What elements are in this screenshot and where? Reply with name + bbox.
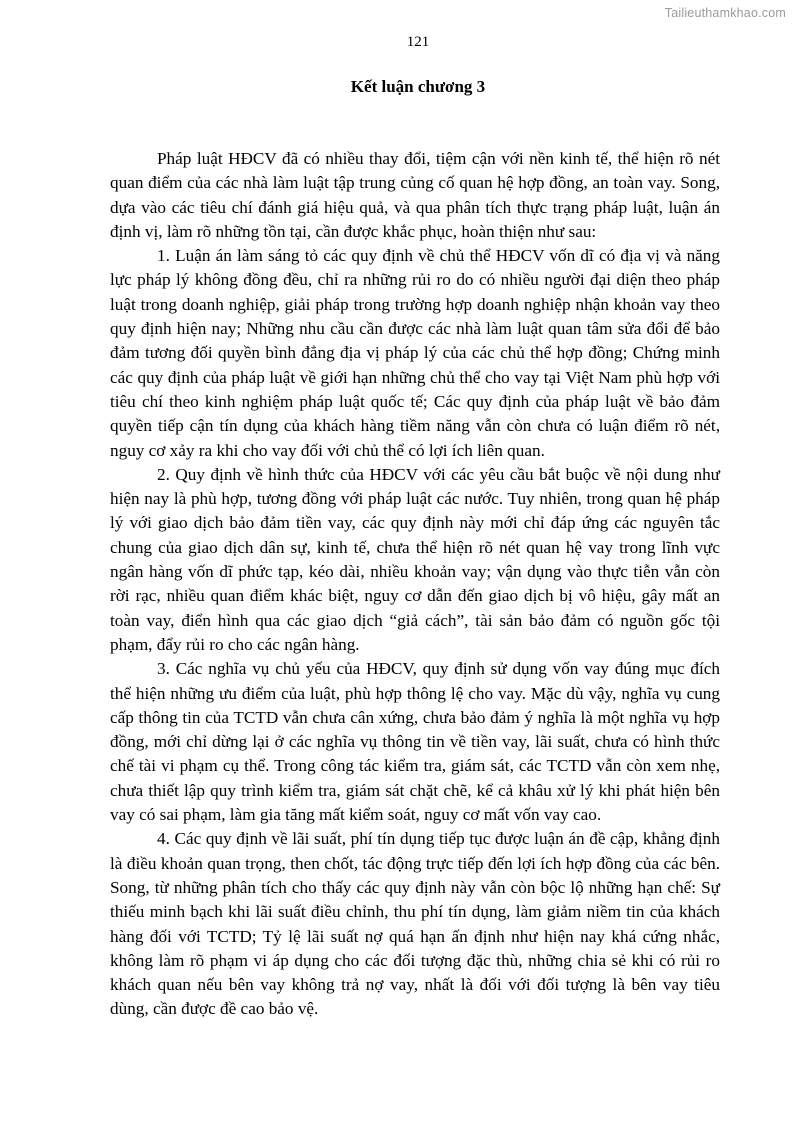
body-text xyxy=(110,147,720,1022)
paragraph-point-2: 2. Quy định về hình thức của HĐCV với các yêu cầu bắt buộc về nội dung như hiện nay là phù hợp, tương đồng với pháp luật các nước. Tuy nhiên, trong quan hệ pháp lý với giao dịch bảo đảm tiền vay, các quy định này mới chỉ đáp ứng các nguyên tắc chung của giao dịch dân sự, kinh tế, chưa thể hiện rõ nét quan hệ vay trong lĩnh vực ngân hàng vốn dĩ phức tạp, kéo dài, nhiều khoản vay; vận dụng vào thực tiễn vẫn còn rời rạc, nhiều quan điểm khác biệt, nguy cơ dẫn đến giao dịch bị vô hiệu, gây mất an toàn vay, điển hình qua các giao dịch “giả cách”, tài sản bảo đảm có nguồn gốc tội phạm, đẩy rủi ro cho các ngân hàng. xyxy=(110,464,720,654)
paragraph-point-4: 4. Các quy định về lãi suất, phí tín dụng tiếp tục được luận án đề cập, khẳng định là điều khoản quan trọng, then chốt, tác động trực tiếp đến lợi ích hợp đồng của các bên. Song, từ những phân tích cho thấy các quy định này vẫn còn bộc lộ những hạn chế: Sự thiếu minh bạch khi lãi suất điều chỉnh, thu phí tín dụng, làm giảm niềm tin của khách hàng đối với TCTD; Tỷ lệ lãi suất nợ quá hạn ấn định như hiện nay khá cứng nhắc, không làm rõ phạm vi áp dụng cho các đối tượng đặc thù, những chia sẻ khi có rủi ro khách quan nếu bên vay không trả nợ vay, nhất là đối với đối tượng là bên vay tiêu dùng, cần được đề cao bảo vệ. xyxy=(110,829,720,1019)
paragraph-point-1: 1. Luận án làm sáng tỏ các quy định về chủ thể HĐCV vốn dĩ có địa vị và năng lực pháp lý không đồng đều, chỉ ra những rủi ro do có nhiều người đại diện theo pháp luật trong doanh nghiệp, giải pháp trong trường hợp doanh nghiệp nhận khoản vay theo quy định hiện nay; Những nhu cầu cần được các nhà làm luật quan tâm sửa đổi để bảo đảm tương đối quyền bình đẳng địa vị pháp lý của các chủ thể hợp đồng; Chứng minh các quy định của pháp luật về giới hạn những chủ thể cho vay tại Việt Nam phù hợp với tiêu chí theo kinh nghiệm pháp luật quốc tế; Các quy định của pháp luật về bảo đảm quyền tiếp cận tín dụng của khách hàng tiềm năng vẫn còn chưa có luận điểm rõ nét, nguy cơ xảy ra khi cho vay đối với chủ thể có lợi ích liên quan. xyxy=(110,246,720,460)
chapter-title: Kết luận chương 3 xyxy=(350,77,486,96)
paragraph-point-3: 3. Các nghĩa vụ chủ yếu của HĐCV, quy định sử dụng vốn vay đúng mục đích thể hiện những ưu điểm của luật, phù hợp thông lệ cho vay. Mặc dù vậy, nghĩa vụ cung cấp thông tin của TCTD vẫn chưa cân xứng, chưa bảo đảm ý nghĩa là một nghĩa vụ hợp đồng, mới chỉ dừng lại ở các nghĩa vụ thông tin về tiền vay, lãi suất, chưa có hình thức chế tài vi phạm cụ thể. Trong công tác kiểm tra, giám sát, các TCTD vẫn còn xem nhẹ, chưa thiết lập quy trình kiểm tra, giám sát chặt chẽ, kể cả khâu xử lý khi phát hiện bên vay có sai phạm, làm gia tăng mất kiểm soát, nguy cơ mất vốn vay cao. xyxy=(110,659,720,825)
page-number: 121 xyxy=(406,34,430,50)
paragraph-intro: Pháp luật HĐCV đã có nhiều thay đổi, tiệm cận với nền kinh tế, thể hiện rõ nét quan điểm của các nhà làm luật tập trung củng cố quan hệ hợp đồng, an toàn vay. Song, dựa vào các tiêu chí đánh giá hiệu quả, và qua phân tích thực trạng pháp luật, luận án định vị, làm rõ những tồn tại, cần được khắc phục, hoàn thiện như sau: xyxy=(110,149,720,241)
watermark-text: Tailieuthamkhao.com xyxy=(664,6,786,20)
